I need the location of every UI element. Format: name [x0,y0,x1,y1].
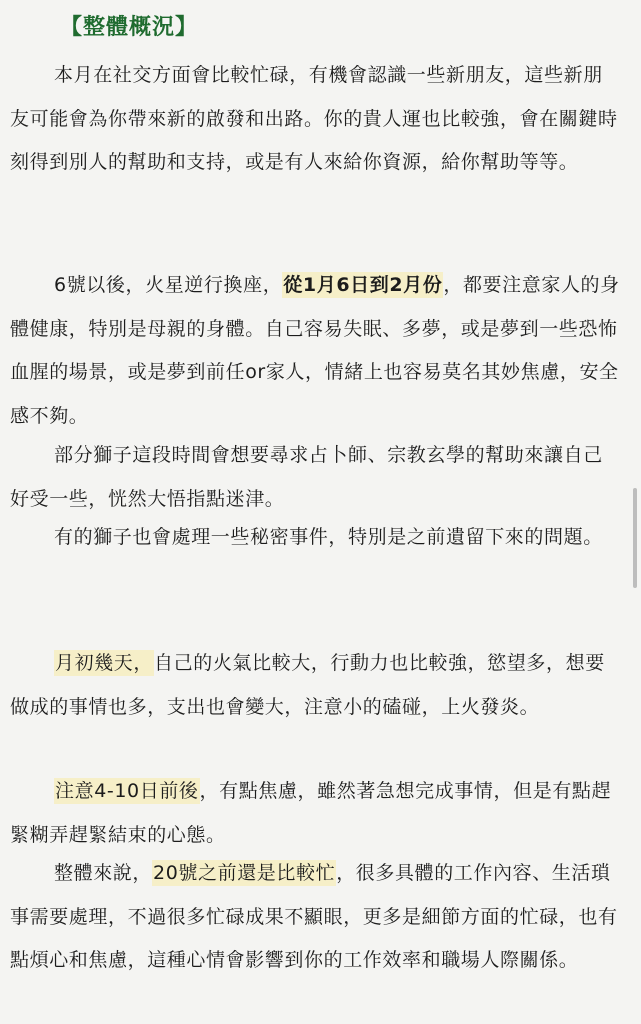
paragraph-divination-text: 部分獅子這段時間會想要尋求占卜師、宗教玄學的幫助來讓自己好受一些，恍然大悟指點迷津。 [10,444,603,510]
scrollbar-thumb[interactable] [633,488,637,588]
paragraph-mars-retrograde [10,264,622,438]
highlight-busy-period: 20號之前還是比較忙 [153,862,336,884]
paragraph-overall [10,852,622,983]
paragraph-social [10,54,622,185]
paragraph-secret-matters [10,516,622,560]
paragraph-early-month-after: 自己的火氣比較大，行動力也比較強，慾望多，想要做成的事情也多，支出也會變大，注意小的磕碰，上火發炎。 [10,652,605,718]
paragraph-secret-text: 有的獅子也會處理一些秘密事件，特別是之前遺留下來的問題。 [54,526,603,548]
paragraph-mars-before: 6號以後，火星逆行換座， [54,274,283,296]
highlight-date-window: 注意4-10日前後 [55,780,199,802]
paragraph-anxiety [10,770,622,857]
highlight-early-month: 月初幾天， [55,652,154,674]
paragraph-early-month [10,642,622,729]
paragraph-divination [10,434,622,521]
paragraph-mars-after: ，都要注意家人的身體健康，特別是母親的身體。自己容易失眠、多夢，或是夢到一些恐怖血腥的場景，或是夢到前任or家人，情緒上也容易莫名其妙焦慮，安全感不夠。 [10,274,620,427]
paragraph-anxiety-after: ，有點焦慮，雖然著急想完成事情，但是有點趕緊糊弄趕緊結束的心態。 [10,780,612,846]
paragraph-overall-after: ，很多具體的工作內容、生活瑣事需要處理，不過很多忙碌成果不顯眼，更多是細節方面的忙碌，也有點煩心和焦慮，這種心情會影響到你的工作效率和職場人際關係。 [10,862,618,971]
section-heading: 【整體概況】 [60,15,199,40]
paragraph-overall-before: 整體來說， [54,862,153,884]
highlight-date-range: 從1月6日到2月份 [283,274,443,296]
paragraph-social-text: 本月在社交方面會比較忙碌，有機會認識一些新朋友，這些新朋友可能會為你帶來新的啟發和出路。你的貴人運也比較強，會在關鍵時刻得到別人的幫助和支持，或是有人來給你資源，給你幫助等等。 [10,64,618,173]
